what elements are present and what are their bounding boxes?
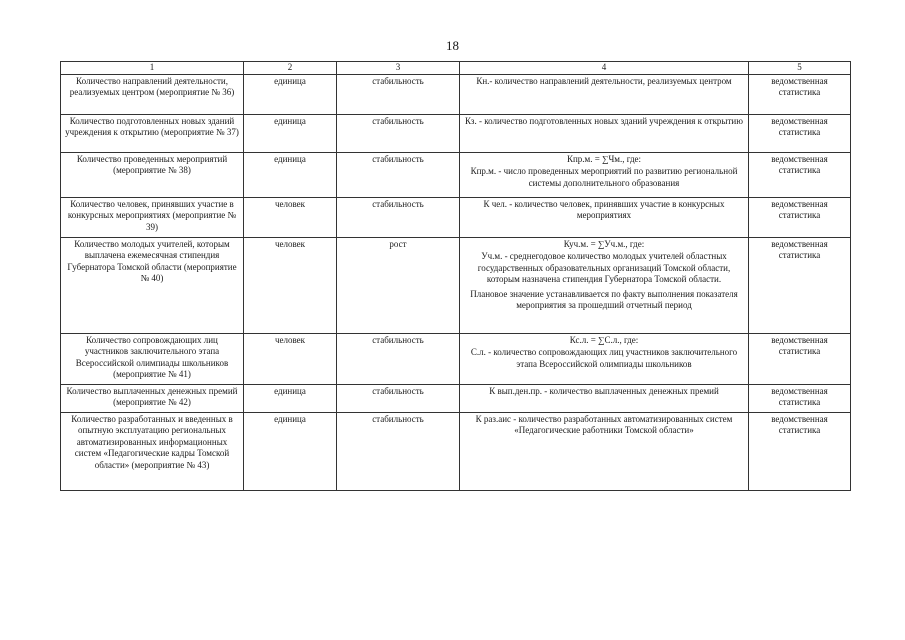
table-header-row bbox=[61, 62, 851, 75]
unit-cell: единица bbox=[244, 74, 337, 114]
table-row bbox=[61, 74, 851, 114]
method-text: Уч.м. - среднегодовое количество молодых учителей областных государственных образовательных организаций Томской области, которым назначена стипендия Губернатора Томской области. bbox=[477, 251, 731, 284]
method-text: С.л. - количество сопровождающих лиц участников заключительного этапа Всероссийской олимпиады школьников bbox=[470, 347, 738, 369]
unit-cell: единица bbox=[244, 412, 337, 490]
method-text: К раз.аис - количество разработанных автоматизированных систем «Педагогические работники Томской области» bbox=[475, 413, 733, 435]
method-cell bbox=[460, 74, 749, 114]
method-cell bbox=[460, 152, 749, 197]
method-formula: Кпр.м. = ∑Чм., где: bbox=[566, 153, 642, 164]
trend-cell: стабильность bbox=[337, 74, 460, 114]
trend-cell: стабильность bbox=[337, 197, 460, 237]
method-cell bbox=[460, 237, 749, 333]
unit-cell: единица bbox=[244, 384, 337, 412]
table-row bbox=[61, 114, 851, 152]
table-row bbox=[61, 384, 851, 412]
indicator-name: Количество молодых учителей, которым выплачена ежемесячная стипендия Губернатора Томской области (мероприятие № 40) bbox=[61, 237, 244, 333]
page-number: 18 bbox=[446, 38, 459, 53]
trend-cell: стабильность bbox=[337, 384, 460, 412]
source-cell: ведомственная статистика bbox=[749, 333, 851, 384]
indicator-name: Количество выплаченных денежных премий (мероприятие № 42) bbox=[61, 384, 244, 412]
method-text: Кз. - количество подготовленных новых зданий учреждения к открытию bbox=[465, 115, 743, 126]
unit-cell: единица bbox=[244, 114, 337, 152]
table-row bbox=[61, 152, 851, 197]
source-cell: ведомственная статистика bbox=[749, 197, 851, 237]
indicator-name: Количество человек, принявших участие в конкурсных мероприятиях (мероприятие № 39) bbox=[61, 197, 244, 237]
header-col-3: 3 bbox=[337, 62, 460, 75]
indicator-name: Количество сопровождающих лиц участников заключительного этапа Всероссийской олимпиады школьников (мероприятие № 41) bbox=[61, 333, 244, 384]
table-row bbox=[61, 333, 851, 384]
table-row bbox=[61, 237, 851, 333]
table-row bbox=[61, 412, 851, 490]
method-cell bbox=[460, 384, 749, 412]
trend-cell: рост bbox=[337, 237, 460, 333]
unit-cell: человек bbox=[244, 237, 337, 333]
method-cell bbox=[460, 114, 749, 152]
method-text: К чел. - количество человек, принявших участие в конкурсных мероприятиях bbox=[483, 198, 725, 220]
header-col-1: 1 bbox=[61, 62, 244, 75]
method-formula: Куч.м. = ∑Уч.м., где: bbox=[563, 238, 645, 249]
method-cell bbox=[460, 333, 749, 384]
table-row bbox=[61, 197, 851, 237]
unit-cell: человек bbox=[244, 197, 337, 237]
trend-cell: стабильность bbox=[337, 412, 460, 490]
indicators-table bbox=[60, 61, 851, 491]
indicator-name: Количество направлений деятельности, реализуемых центром (мероприятие № 36) bbox=[61, 74, 244, 114]
source-cell: ведомственная статистика bbox=[749, 412, 851, 490]
trend-cell: стабильность bbox=[337, 152, 460, 197]
trend-cell: стабильность bbox=[337, 333, 460, 384]
unit-cell: единица bbox=[244, 152, 337, 197]
method-cell bbox=[460, 412, 749, 490]
source-cell: ведомственная статистика bbox=[749, 384, 851, 412]
method-text: К вып.ден.пр. - количество выплаченных денежных премий bbox=[489, 385, 719, 396]
unit-cell: человек bbox=[244, 333, 337, 384]
method-formula: Кс.л. = ∑С.л., где: bbox=[569, 334, 639, 345]
source-cell: ведомственная статистика bbox=[749, 114, 851, 152]
source-cell: ведомственная статистика bbox=[749, 237, 851, 333]
trend-cell: стабильность bbox=[337, 114, 460, 152]
indicator-name: Количество разработанных и введенных в опытную эксплуатацию региональных автоматизированных информационных систем «Педагогические кадры Томской области» (мероприятие № 43) bbox=[61, 412, 244, 490]
method-text: Кпр.м. - число проведенных мероприятий по развитию региональной системы дополнительного образования bbox=[470, 166, 738, 188]
method-text: Кн.- количество направлений деятельности, реализуемых центром bbox=[476, 75, 732, 86]
header-col-4: 4 bbox=[460, 62, 749, 75]
method-note: Плановое значение устанавливается по факту выполнения показателя мероприятия за прошедший отчетный период bbox=[470, 288, 738, 310]
source-cell: ведомственная статистика bbox=[749, 74, 851, 114]
indicator-name: Количество подготовленных новых зданий учреждения к открытию (мероприятие № 37) bbox=[61, 114, 244, 152]
header-col-2: 2 bbox=[244, 62, 337, 75]
source-cell: ведомственная статистика bbox=[749, 152, 851, 197]
method-cell bbox=[460, 197, 749, 237]
indicator-name: Количество проведенных мероприятий (мероприятие № 38) bbox=[61, 152, 244, 197]
header-col-5: 5 bbox=[749, 62, 851, 75]
